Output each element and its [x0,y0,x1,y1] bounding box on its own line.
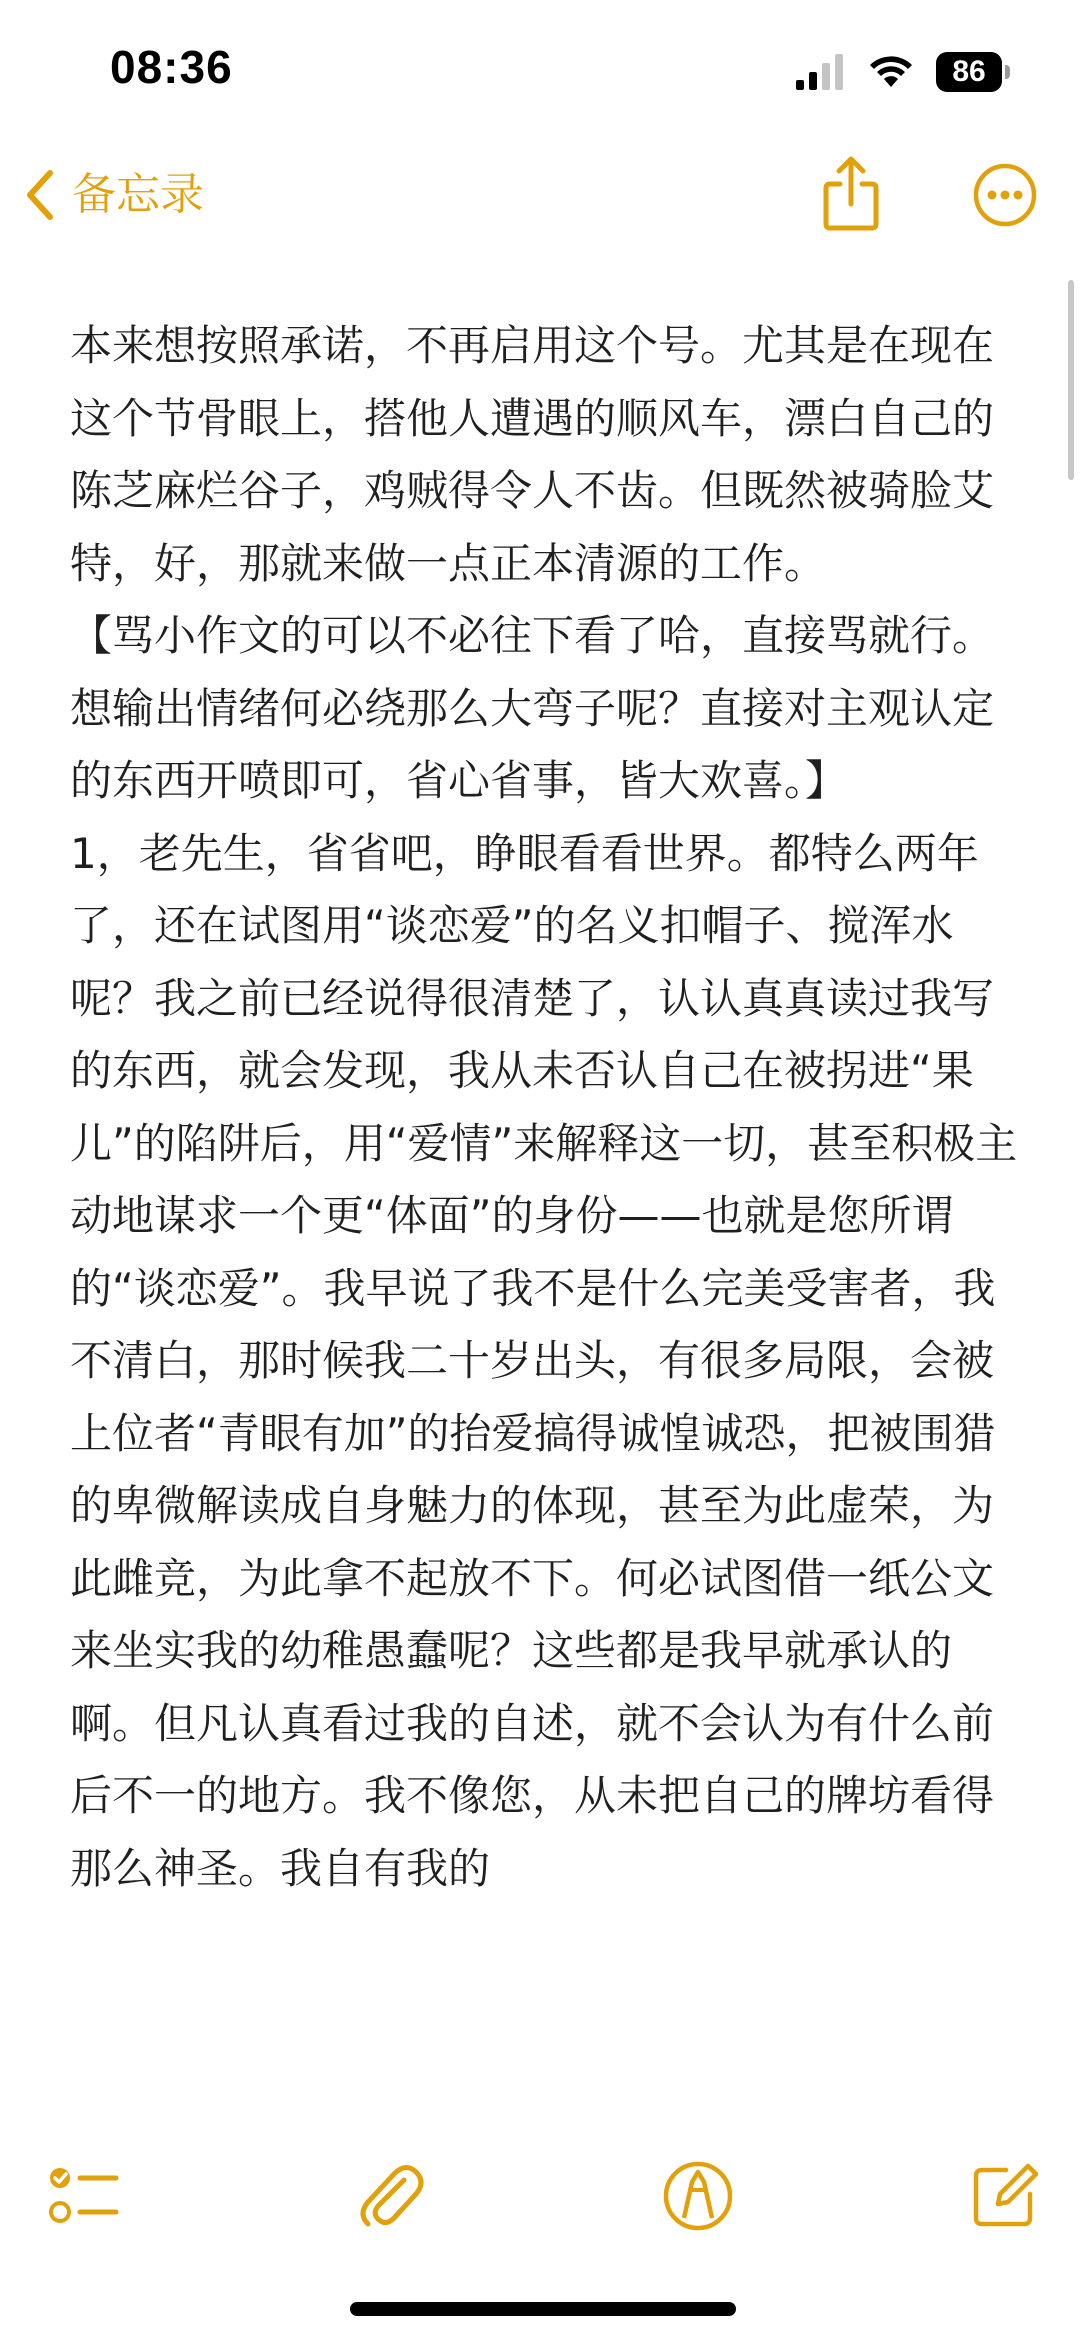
home-indicator[interactable] [350,2302,736,2316]
compose-button[interactable] [966,2158,1042,2234]
checklist-icon [46,2158,122,2234]
note-paragraph[interactable]: 【骂小作文的可以不必往下看了哈，直接骂就行。想输出情绪何必绕那么大弯子呢？直接对主观认定的东西开喷即可，省心省事，皆大欢喜。】 [70,611,995,805]
note-body[interactable] [70,310,1020,2310]
battery-icon [936,52,1010,92]
attach-button[interactable] [354,2158,430,2234]
ellipsis-circle-icon [972,162,1038,228]
pen-markup-icon [660,2158,736,2234]
paperclip-icon [354,2158,430,2234]
battery-body [936,52,1002,92]
battery-cap [1005,65,1010,79]
scroll-indicator[interactable] [1068,280,1074,480]
share-button[interactable] [818,154,884,234]
wifi-icon [868,55,914,89]
battery-level: 86 [952,55,986,88]
compose-icon [966,2158,1042,2234]
status-bar [0,0,1080,140]
checklist-button[interactable] [46,2158,122,2234]
markup-button[interactable] [660,2158,736,2234]
note-paragraph[interactable]: 1，老先生，省省吧，睁眼看看世界。都特么两年了，还在试图用“谈恋爱”的名义扣帽子、搅浑水呢？我之前已经说得很清楚了，认认真真读过我写的东西，就会发现，我从未否认自己在被拐进“果儿”的陷阱后，用“爱情”来解释这一切，甚至积极主动地谋求一个更“体面”的身份——也就是您所谓的“谈恋爱”。我早说了我不是什么完美受害者，我不清白，那时候我二十岁出头，有很多局限，会被上位者“青眼有加”的抬爱搞得诚惶诚恐，把被围猎的卑微解读成自身魅力的体现，甚至为此虚荣，为此雌竞，为此拿不起放不下。何必试图借一纸公文来坐实我的幼稚愚蠢呢？这些都是我早就承认的啊。但凡认真看过我的自述，就不会认为有什么前后不一的地方。我不像您，从未把自己的牌坊看得那么神圣。我自有我的 [70,828,1018,1893]
note-paragraph[interactable]: 本来想按照承诺，不再启用这个号。尤其是在现在这个节骨眼上，搭他人遭遇的顺风车，漂白自己的陈芝麻烂谷子，鸡贼得令人不齿。但既然被骑脸艾特，好，那就来做一点正本清源的工作。 [70,321,995,588]
more-button[interactable] [972,162,1038,228]
share-icon [818,154,884,234]
back-button[interactable] [22,162,204,228]
back-label: 备忘录 [72,169,204,220]
chevron-left-icon [22,167,58,223]
nav-bar [0,150,1080,240]
status-time: 08:36 [110,41,233,93]
status-indicators [796,50,1010,94]
cellular-signal-icon [796,54,846,90]
